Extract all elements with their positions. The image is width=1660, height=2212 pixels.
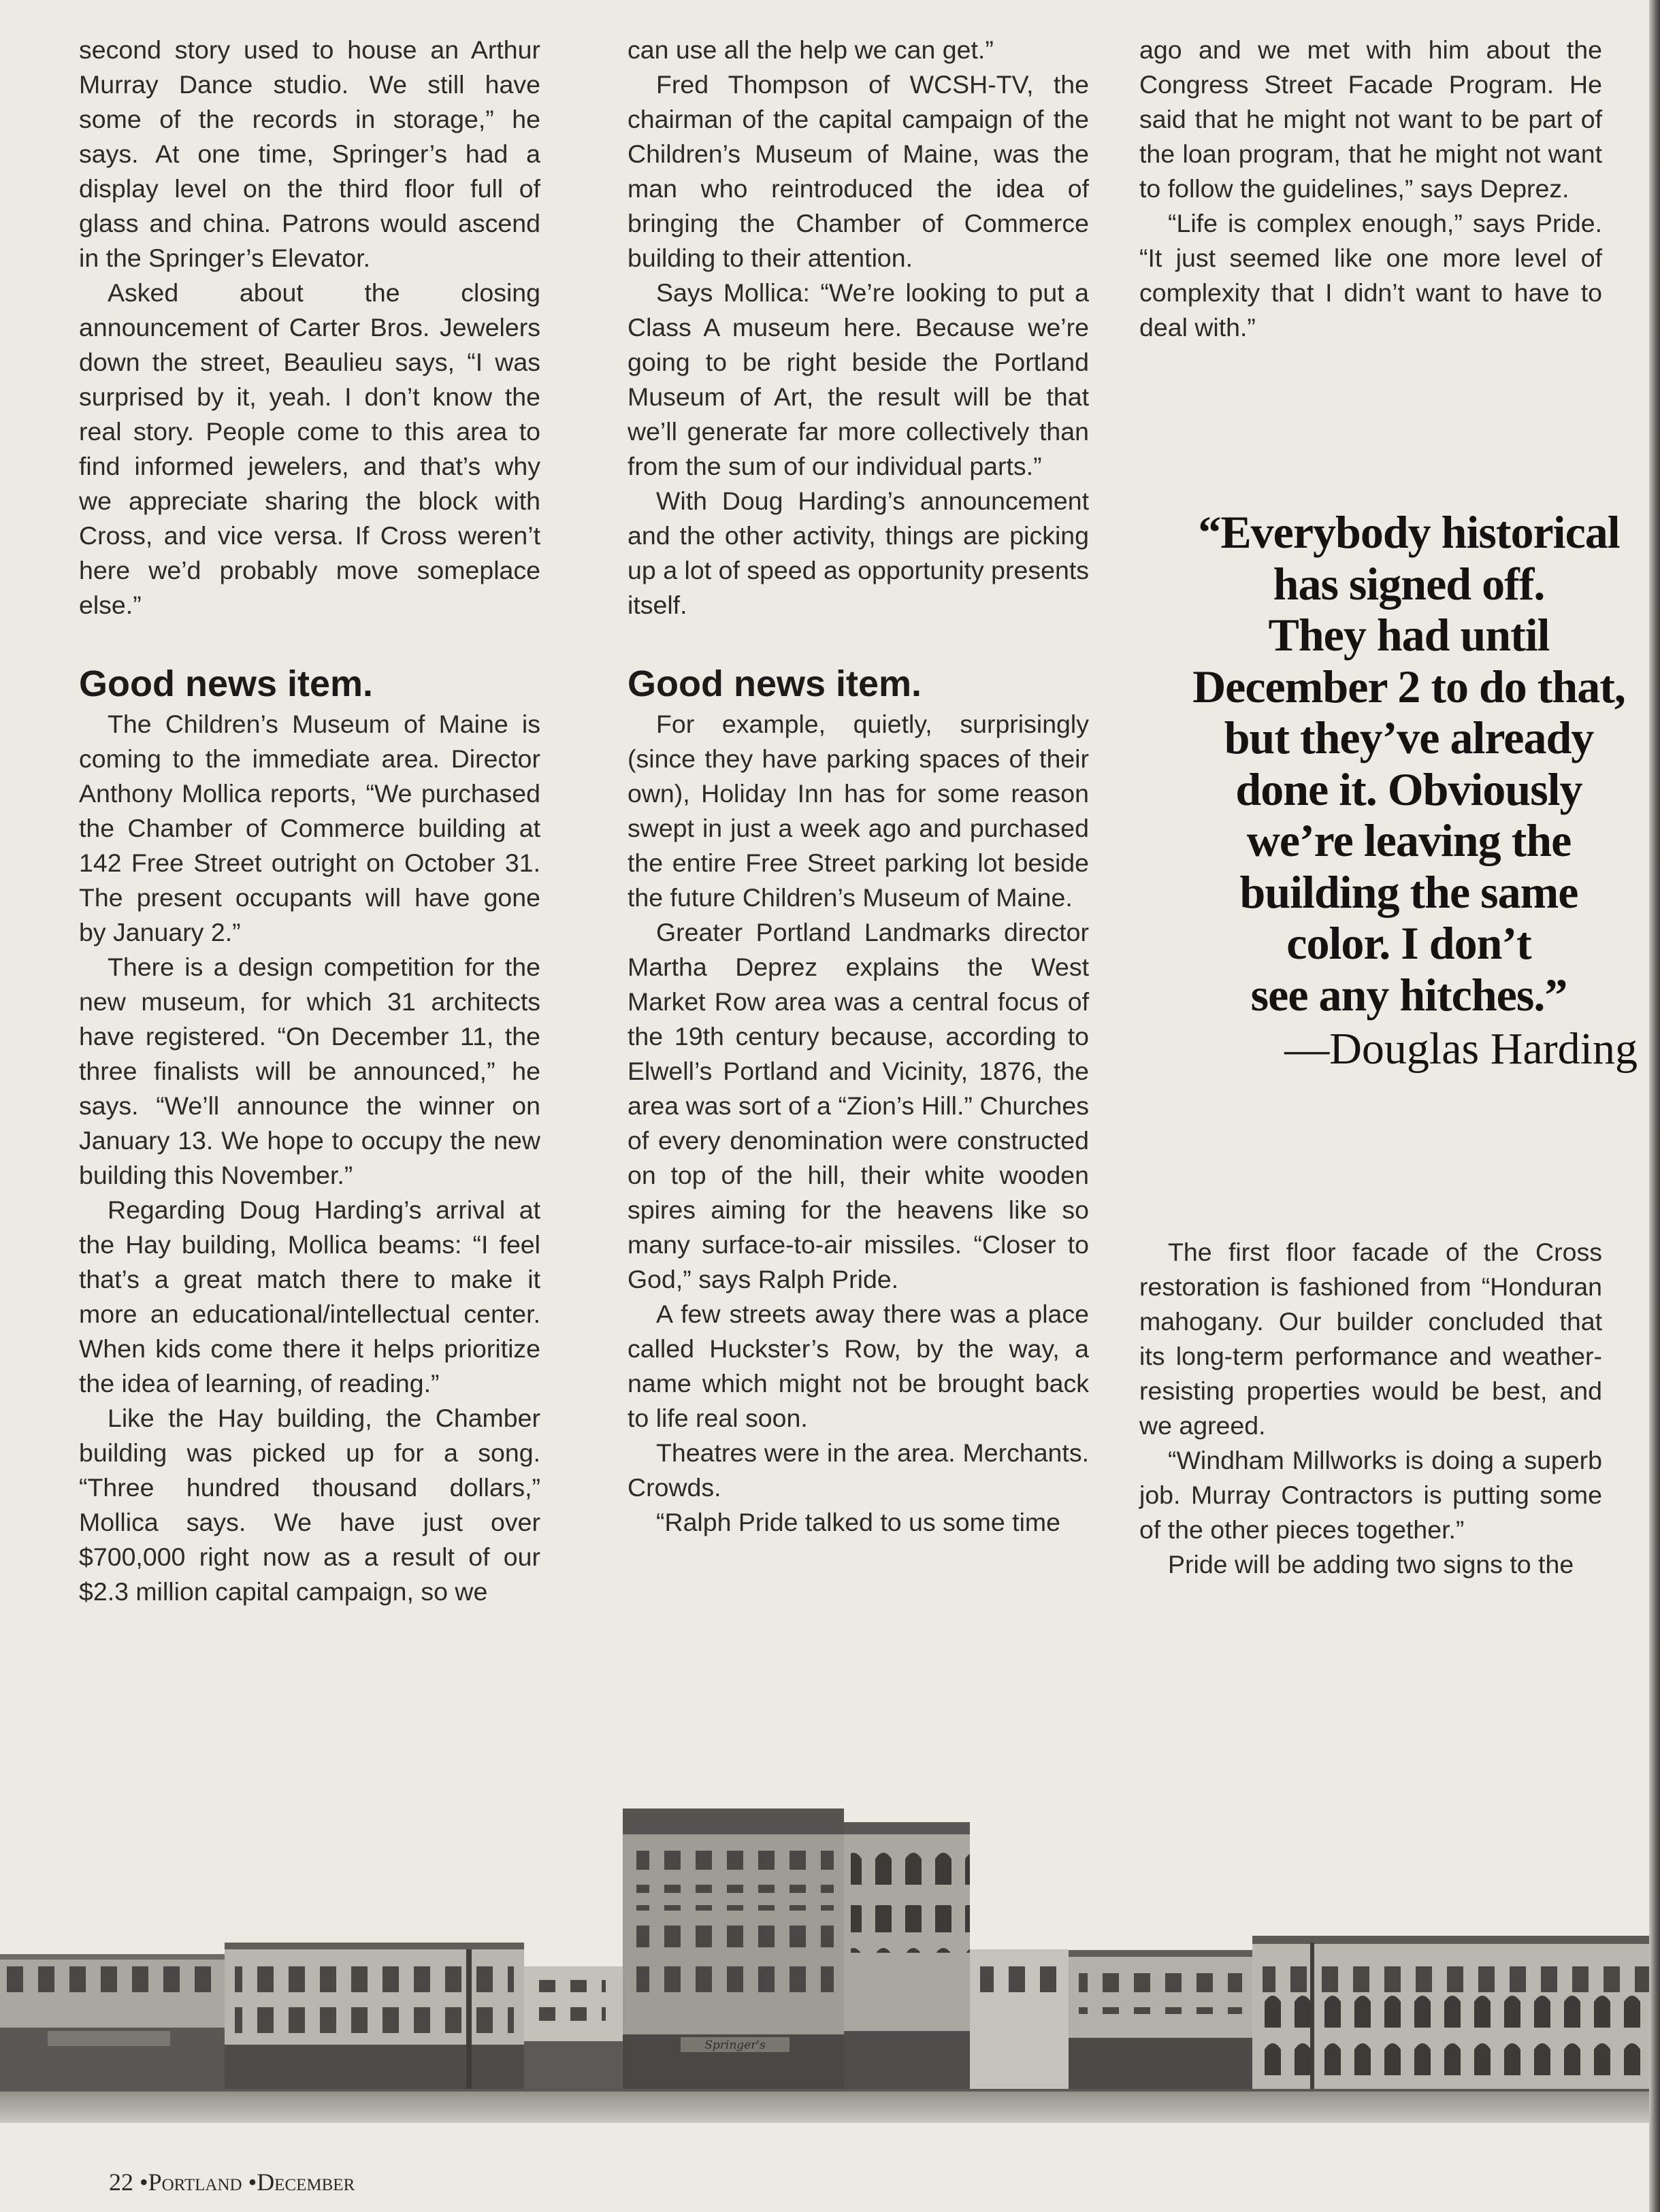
pull-quote-line: “Everybody historical: [1198, 506, 1620, 558]
issue-month: December: [257, 2168, 355, 2196]
pull-quote-line: done it. Obviously: [1235, 763, 1582, 815]
storefront-sign: Springer's: [704, 2038, 766, 2052]
pull-quote-line: December 2 to do that,: [1192, 660, 1625, 712]
pull-quote: [1150, 507, 1660, 1076]
paragraph: The first floor facade of the Cross restoration is fashioned from “Honduran mahogany. Our builder concluded that its long-term performance and weather-resisting properties would be best, and we agreed.: [1139, 1238, 1602, 1440]
paragraph: ago and we met with him about the Congress Street Facade Program. He said that he might not want to be part of the loan program, that he might not want to follow the guidelines,” says Deprez.: [1139, 35, 1602, 203]
pull-quote-line: They had until: [1268, 609, 1550, 661]
article-column-3-continued: [1139, 1235, 1602, 1582]
paragraph: Like the Hay building, the Chamber building was picked up for a song. “Three hundred thousand dollars,” Mollica says. We have just over $700,000 right now as a result of our $2.3 million capital campaign, so we: [79, 1404, 540, 1606]
article-column-1: [79, 33, 540, 1609]
paragraph: Fred Thompson of WCSH-TV, the chairman of the capital campaign of the Children’s Museum of Maine, was the man who reintroduced the idea of bringing the Chamber of Commerce building to their attention.: [628, 70, 1089, 272]
paragraph: Theatres were in the area. Merchants. Crowds.: [628, 1438, 1089, 1502]
pull-quote-line: but they’ve already: [1224, 712, 1594, 763]
page-spine-shadow: [1649, 0, 1660, 2212]
separator: •: [140, 2168, 148, 2196]
paragraph: “Life is complex enough,” says Pride. “It just seemed like one more level of complexity that I didn’t want to have to deal with.”: [1139, 209, 1602, 342]
pull-quote-line: color. I don’t: [1286, 917, 1531, 969]
pull-quote-line: building the same: [1239, 865, 1578, 918]
paragraph: For example, quietly, surprisingly (since they have parking spaces of their own), Holiday Inn has for some reason swept in just a week ago and purchased the entire Free Street parking lot beside the future Children’s Museum of Maine.: [628, 710, 1089, 912]
paragraph: “Ralph Pride talked to us some time: [656, 1508, 1061, 1536]
article-column-3: [1139, 33, 1602, 345]
paragraph: can use all the help we can get.”: [628, 35, 994, 64]
paragraph: Greater Portland Landmarks director Martha Deprez explains the West Market Row area was a central focus of the 19th century because, according to Elwell’s Portland and Vicinity, 1876, the area was sort of a “Zion’s Hill.” Churches of every denomination were constructed on top of the hill, their white wooden spires aiming for the heavens like so many surface-to-air missiles. “Closer to God,” says Ralph Pride.: [628, 918, 1089, 1293]
separator: •: [248, 2168, 257, 2196]
pull-quote-attribution: —Douglas Harding: [1284, 1024, 1638, 1074]
pull-quote-line: has signed off.: [1273, 557, 1545, 610]
section-heading: Good news item.: [79, 663, 374, 704]
page-footer: [109, 2168, 355, 2196]
paragraph: second story used to house an Arthur Murray Dance studio. We still have some of the records in storage,” he says. At one time, Springer’s had a display level on the third floor full of glass and china. Patrons would ascend in the Springer’s Elevator.: [79, 35, 540, 272]
paragraph: “Windham Millworks is doing a superb job. Murray Contractors is putting some of the other pieces together.”: [1139, 1446, 1602, 1544]
paragraph: A few streets away there was a place called Huckster’s Row, by the way, a name which might not be brought back to life real soon.: [628, 1300, 1089, 1432]
streetscape-photo: [0, 1796, 1660, 2123]
paragraph: Pride will be adding two signs to the: [1168, 1550, 1574, 1579]
paragraph: The Children’s Museum of Maine is coming to the immediate area. Director Anthony Mollica reports, “We purchased the Chamber of Commerce building at 142 Free Street outright on October 31. The present occupants will have gone by January 2.”: [79, 710, 540, 946]
pull-quote-line: see any hitches.”: [1250, 968, 1567, 1021]
magazine-name: Portland: [148, 2168, 242, 2196]
page-number: 22: [109, 2168, 133, 2196]
section-heading: Good news item.: [628, 663, 922, 704]
paragraph: Asked about the closing announcement of Carter Bros. Jewelers down the street, Beaulieu says, “I was surprised by it, yeah. I don’t know the real story. People come to this area to find informed jewelers, and that’s why we appreciate sharing the block with Cross, and vice versa. If Cross weren’t here we’d probably move someplace else.”: [79, 278, 540, 619]
pull-quote-line: we’re leaving the: [1246, 814, 1572, 866]
paragraph: Says Mollica: “We’re looking to put a Class A museum here. Because we’re going to be right beside the Portland Museum of Art, the result will be that we’ll generate far more collectively than from the sum of our individual parts.”: [628, 278, 1089, 480]
paragraph: Regarding Doug Harding’s arrival at the Hay building, Mollica beams: “I feel that’s a great match there to make it more an educational/intellectual center. When kids come there it helps prioritize the idea of learning, of reading.”: [79, 1195, 540, 1398]
paragraph: There is a design competition for the new museum, for which 31 architects have registered. “On December 11, the three finalists will be announced,” he says. “We’ll announce the winner on January 13. We hope to occupy the new building this November.”: [79, 953, 540, 1189]
paragraph: With Doug Harding’s announcement and the other activity, things are picking up a lot of speed as opportunity presents itself.: [628, 486, 1089, 619]
article-column-2: [628, 33, 1089, 1540]
